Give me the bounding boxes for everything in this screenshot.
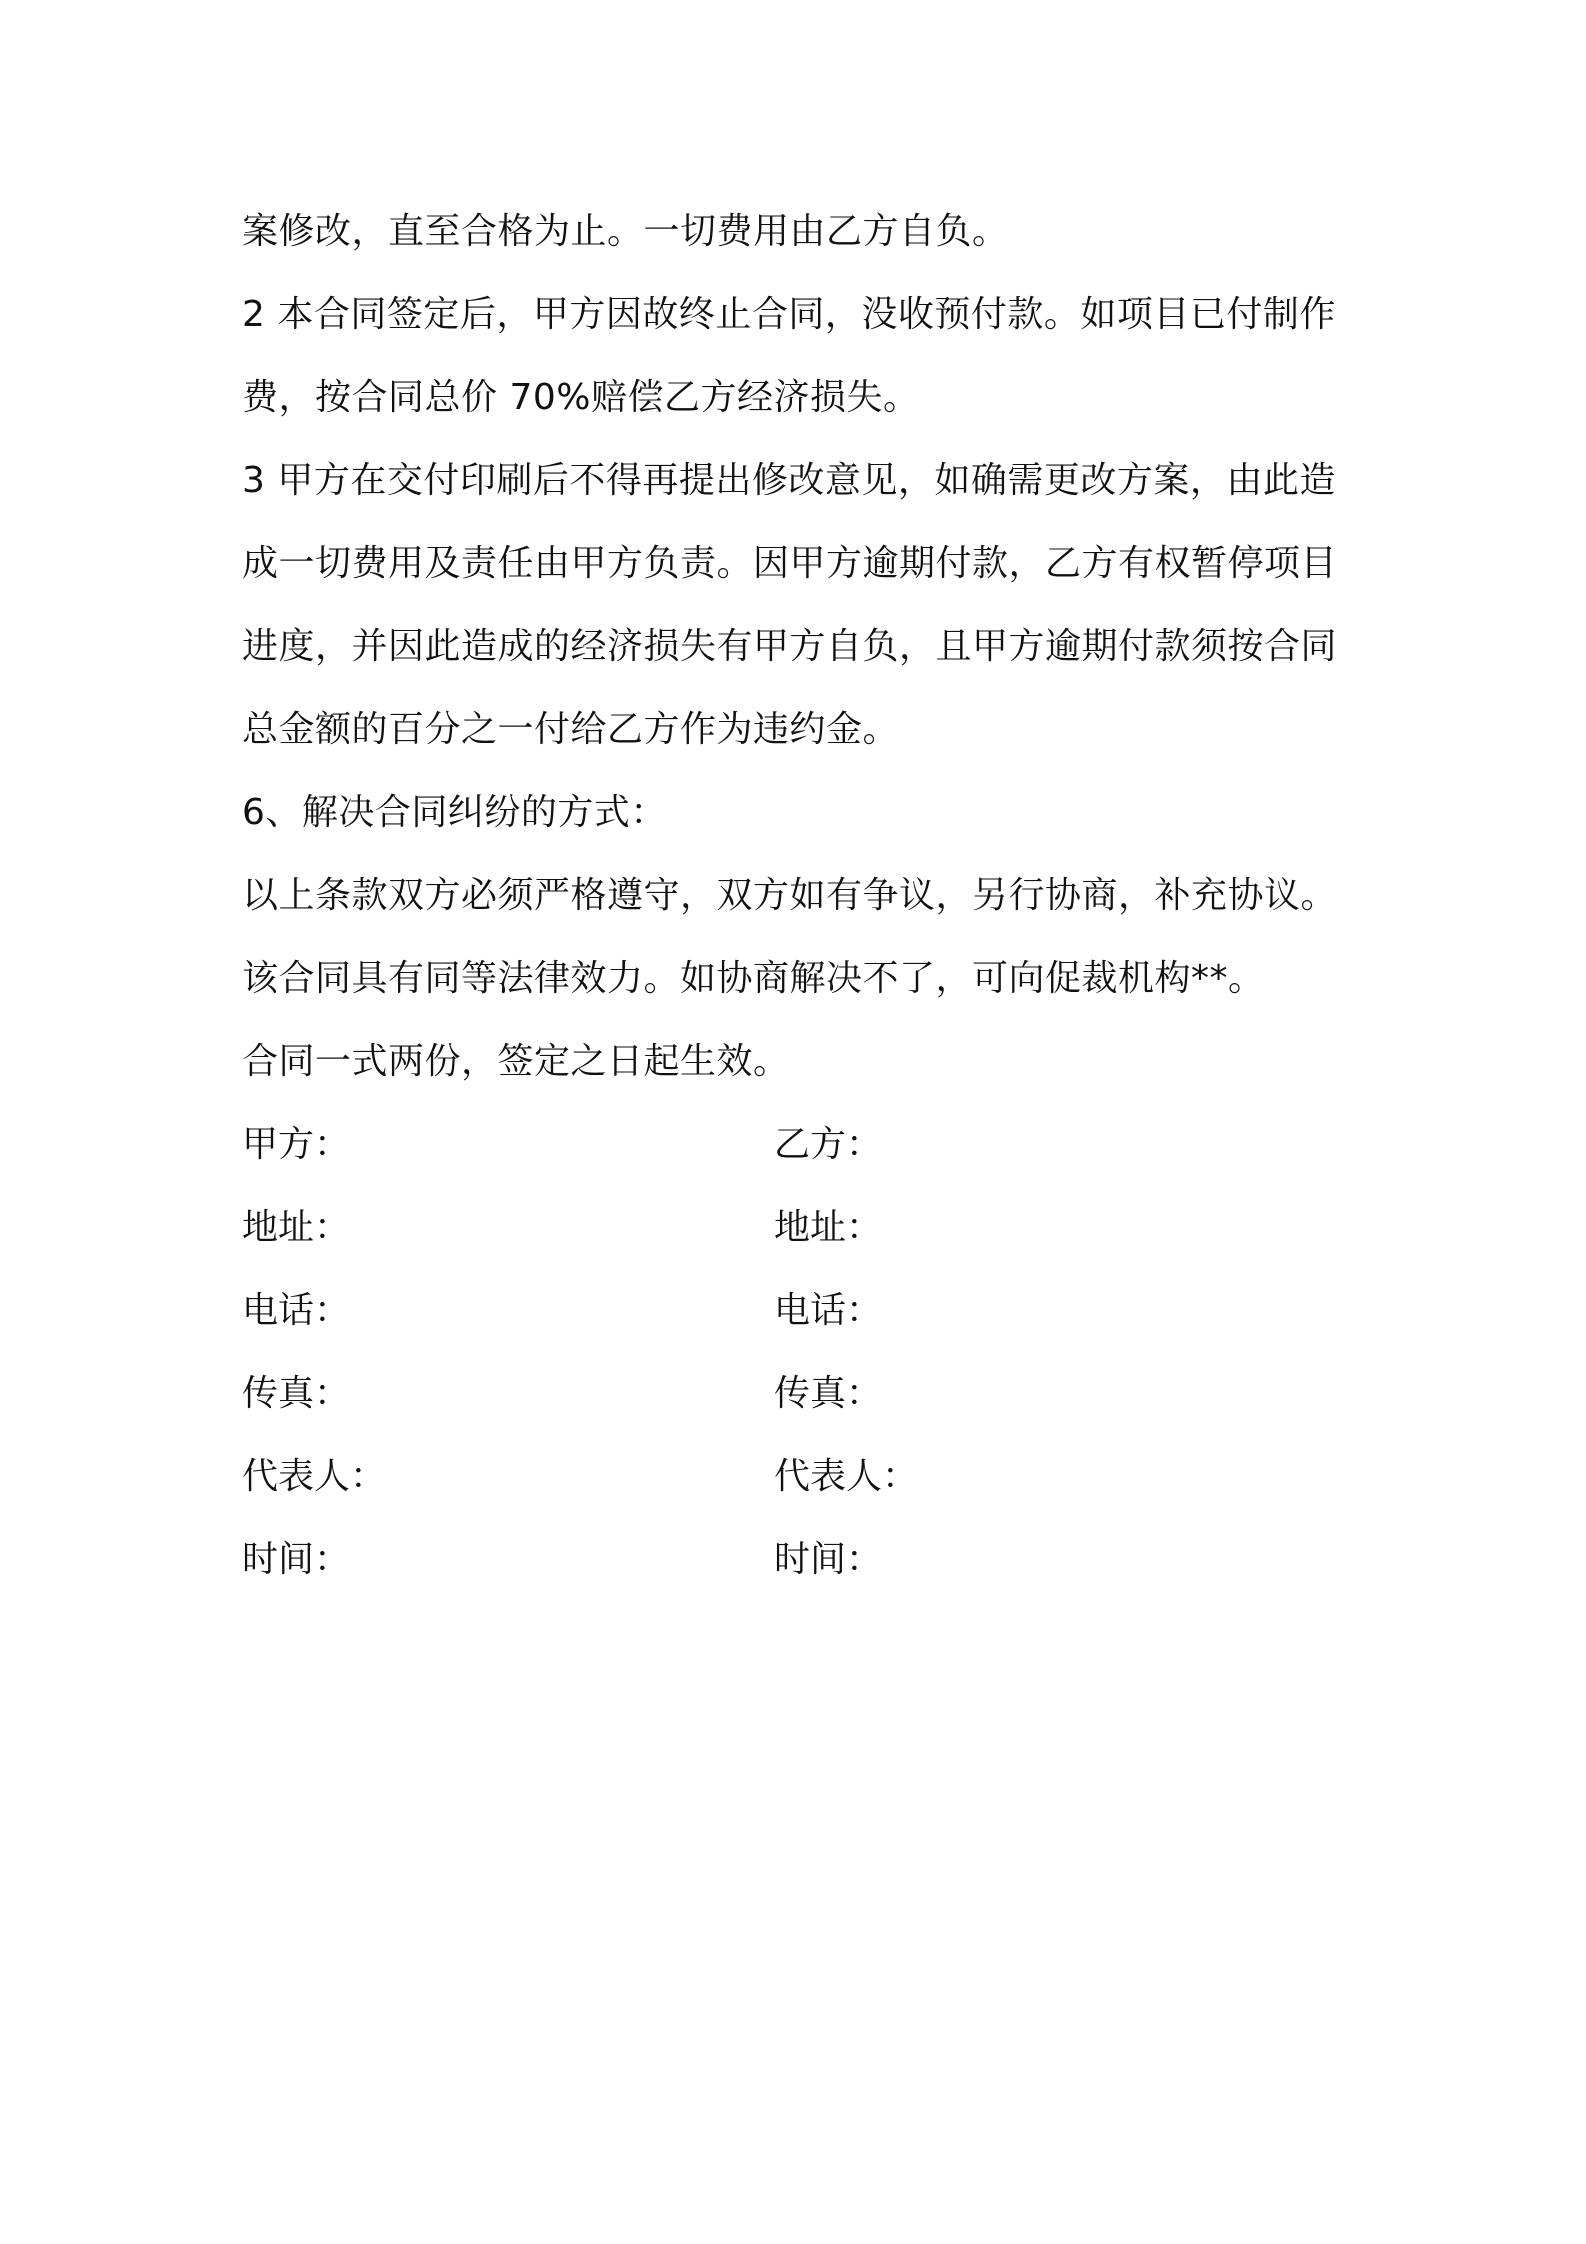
paragraph-line: 3 甲方在交付印刷后不得再提出修改意见，如确需更改方案，由此造 [242, 460, 1336, 501]
section-heading: 6、解决合同纠纷的方式： [242, 792, 667, 833]
party-a-phone-label: 电话： [242, 1290, 351, 1331]
party-a-representative-label: 代表人： [242, 1456, 387, 1497]
signature-row [242, 1352, 1362, 1435]
party-a-address-label: 地址： [242, 1207, 351, 1248]
paragraph-line: 案修改，直至合格为止。一切费用由乙方自负。 [242, 211, 1009, 252]
party-b-label: 乙方： [774, 1124, 883, 1165]
paragraph-line: 进度，并因此造成的经济损失有甲方自负，且甲方逾期付款须按合同 [242, 626, 1338, 667]
signature-row [242, 1103, 1362, 1186]
paragraph-line: 合同一式两份，签定之日起生效。 [242, 1041, 790, 1082]
party-a-fax-label: 传真： [242, 1373, 351, 1414]
signature-row [242, 1186, 1362, 1269]
party-b-date-label: 时间： [774, 1539, 883, 1580]
party-b-fax-label: 传真： [774, 1373, 883, 1414]
paragraph-line: 费，按合同总价 70%赔偿乙方经济损失。 [242, 377, 920, 418]
party-b-phone-label: 电话： [774, 1290, 883, 1331]
paragraph-line: 2 本合同签定后，甲方因故终止合同，没收预付款。如项目已付制作 [242, 294, 1336, 335]
paragraph-line: 总金额的百分之一付给乙方作为违约金。 [242, 709, 900, 750]
document-content [242, 190, 1362, 1601]
paragraph-line: 以上条款双方必须严格遵守，双方如有争议，另行协商，补充协议。 [242, 875, 1338, 916]
signature-row [242, 1435, 1362, 1518]
signature-row [242, 1269, 1362, 1352]
party-a-date-label: 时间： [242, 1539, 351, 1580]
paragraph-line: 该合同具有同等法律效力。如协商解决不了，可向促裁机构**。 [242, 958, 1265, 999]
party-b-address-label: 地址： [774, 1207, 883, 1248]
party-a-label: 甲方： [242, 1124, 351, 1165]
paragraph-line: 成一切费用及责任由甲方负责。因甲方逾期付款，乙方有权暂停项目 [242, 543, 1338, 584]
party-b-representative-label: 代表人： [774, 1456, 919, 1497]
signature-row [242, 1518, 1362, 1601]
